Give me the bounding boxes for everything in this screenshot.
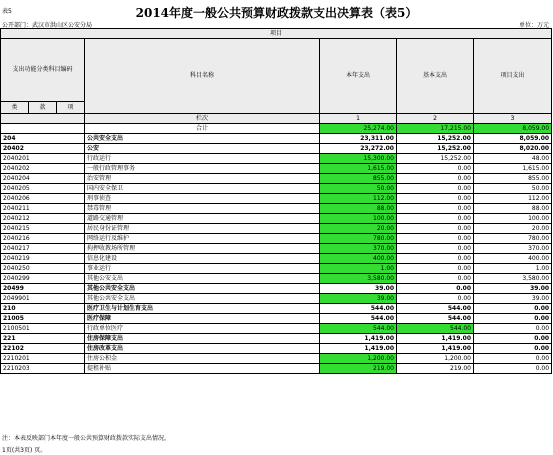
table-row (1, 214, 552, 224)
amount-cell-col3: 0.00 (474, 364, 552, 374)
subject-name-cell: 公共安全支出 (85, 134, 320, 144)
subject-code-cell: 20499 (1, 284, 85, 294)
table-row (1, 304, 552, 314)
header-col3: 项目支出 (474, 39, 552, 114)
amount-cell-col1: 3,580.00 (320, 274, 397, 284)
table-row (1, 144, 552, 154)
header-sub: 项 (57, 102, 85, 114)
amount-cell-col3: 0.00 (474, 344, 552, 354)
subject-name-cell: 其他公共安全支出 (85, 284, 320, 294)
header-col1: 本年支出 (320, 39, 397, 114)
subject-name-cell: 行政运行 (85, 154, 320, 164)
table-row (1, 194, 552, 204)
amount-cell-col2: 1,200.00 (397, 354, 474, 364)
header-project: 项目 (1, 29, 552, 39)
subject-code-cell: 22102 (1, 344, 85, 354)
subject-code-cell: 2040250 (1, 264, 85, 274)
subject-code-cell: 2210203 (1, 364, 85, 374)
rowno-2: 2 (397, 114, 474, 124)
subject-name-cell: 居民身份证管理 (85, 224, 320, 234)
amount-cell-col1: 1,615.00 (320, 164, 397, 174)
amount-cell-col3: 88.00 (474, 204, 552, 214)
table-row (1, 234, 552, 244)
amount-cell-col1: 544.00 (320, 314, 397, 324)
subject-name-cell: 禁毒管理 (85, 204, 320, 214)
subject-code-cell: 2040202 (1, 164, 85, 174)
table-row (1, 154, 552, 164)
subject-code-cell: 21005 (1, 314, 85, 324)
amount-cell-col3: 8,020.00 (474, 144, 552, 154)
amount-cell-col3: 0.00 (474, 334, 552, 344)
subject-name-cell: 刑事侦查 (85, 194, 320, 204)
subject-code-cell: 2040201 (1, 154, 85, 164)
amount-cell-col2: 0.00 (397, 214, 474, 224)
amount-cell-col3: 1,615.00 (474, 164, 552, 174)
table-row (1, 244, 552, 254)
table-row (1, 344, 552, 354)
subject-name-cell: 拘押收教场所管理 (85, 244, 320, 254)
amount-cell-col2: 0.00 (397, 194, 474, 204)
table-row (1, 174, 552, 184)
amount-cell-col1: 1.00 (320, 264, 397, 274)
amount-cell-col1: 855.00 (320, 174, 397, 184)
amount-cell-col1: 20.00 (320, 224, 397, 234)
amount-cell-col1: 1,200.00 (320, 354, 397, 364)
subject-name-cell: 信息化建设 (85, 254, 320, 264)
table-row (1, 364, 552, 374)
subject-code-cell: 2040212 (1, 214, 85, 224)
rowno-3: 3 (474, 114, 552, 124)
subject-name-cell: 提租补贴 (85, 364, 320, 374)
subject-name-cell: 其他公安支出 (85, 274, 320, 284)
amount-cell-col2: 544.00 (397, 324, 474, 334)
subject-code-cell: 2040216 (1, 234, 85, 244)
subject-name-cell: 行政单位医疗 (85, 324, 320, 334)
amount-cell-col2: 544.00 (397, 314, 474, 324)
amount-cell-col1: 1,419.00 (320, 334, 397, 344)
amount-cell-col2: 0.00 (397, 184, 474, 194)
amount-cell-col2: 0.00 (397, 174, 474, 184)
unit-label: 单位：万元 (518, 22, 549, 29)
subject-name-cell: 一般行政管理事务 (85, 164, 320, 174)
amount-cell-col3: 370.00 (474, 244, 552, 254)
subject-name-cell: 住房改革支出 (85, 344, 320, 354)
amount-cell-col2: 0.00 (397, 284, 474, 294)
amount-cell-col1: 780.00 (320, 234, 397, 244)
table-row (1, 284, 552, 294)
subject-code-cell: 2049901 (1, 294, 85, 304)
subject-code-cell: 210 (1, 304, 85, 314)
amount-cell-col1: 400.00 (320, 254, 397, 264)
amount-cell-col2: 0.00 (397, 204, 474, 214)
amount-cell-col1: 23,272.00 (320, 144, 397, 154)
amount-cell-col2: 219.00 (397, 364, 474, 374)
amount-cell-col3: 0.00 (474, 354, 552, 364)
amount-cell-col3: 855.00 (474, 174, 552, 184)
table-row (1, 324, 552, 334)
amount-cell-col1: 219.00 (320, 364, 397, 374)
subject-code-cell: 2040215 (1, 224, 85, 234)
total-col3: 8,059.00 (474, 124, 552, 134)
subject-code-cell: 221 (1, 334, 85, 344)
subject-name-cell: 网络运行及维护 (85, 234, 320, 244)
header-subject-name: 科目名称 (85, 39, 320, 114)
subject-name-cell: 其他公共安全支出 (85, 294, 320, 304)
total-label: 合计 (85, 124, 320, 134)
subject-name-cell: 事业运行 (85, 264, 320, 274)
amount-cell-col1: 15,300.00 (320, 154, 397, 164)
subject-code-cell: 2040206 (1, 194, 85, 204)
header-col2: 基本支出 (397, 39, 474, 114)
table-row (1, 134, 552, 144)
total-col1: 25,274.00 (320, 124, 397, 134)
amount-cell-col1: 50.00 (320, 184, 397, 194)
header-subject-code: 支出功能分类科目编码 (1, 39, 85, 102)
header-kind: 类 (1, 102, 29, 114)
amount-cell-col2: 0.00 (397, 274, 474, 284)
amount-cell-col1: 544.00 (320, 304, 397, 314)
header-item: 款 (29, 102, 57, 114)
amount-cell-col2: 0.00 (397, 264, 474, 274)
subject-code-cell: 2040217 (1, 244, 85, 254)
amount-cell-col1: 100.00 (320, 214, 397, 224)
subject-code-cell: 2210201 (1, 354, 85, 364)
amount-cell-col2: 0.00 (397, 294, 474, 304)
subject-code-cell: 2040299 (1, 274, 85, 284)
amount-cell-col3: 0.00 (474, 304, 552, 314)
table-row (1, 314, 552, 324)
subject-name-cell: 国内安全保卫 (85, 184, 320, 194)
department-label: 公开部门：武汉市洪山区公安分局 (2, 22, 93, 29)
subject-name-cell: 住房保障支出 (85, 334, 320, 344)
amount-cell-col2: 15,252.00 (397, 134, 474, 144)
page-count-note: 1页(共3页) 页。 (2, 447, 47, 454)
amount-cell-col1: 88.00 (320, 204, 397, 214)
subject-code-cell: 2040205 (1, 184, 85, 194)
amount-cell-col3: 50.00 (474, 184, 552, 194)
subject-name-cell: 道路交通管理 (85, 214, 320, 224)
page-title: 2014年度一般公共预算财政拨款支出决算表（表5） (135, 6, 418, 20)
amount-cell-col3: 20.00 (474, 224, 552, 234)
table-row (1, 264, 552, 274)
subject-code-cell: 2100501 (1, 324, 85, 334)
amount-cell-col2: 15,252.00 (397, 154, 474, 164)
subject-name-cell: 医疗保障 (85, 314, 320, 324)
rowno-label: 栏次 (85, 114, 320, 124)
table-row (1, 274, 552, 284)
amount-cell-col2: 0.00 (397, 244, 474, 254)
table-row (1, 254, 552, 264)
subject-name-cell: 治安管理 (85, 174, 320, 184)
amount-cell-col1: 23,311.00 (320, 134, 397, 144)
footnote: 注：本表反映部门本年度一般公共预算财政拨款实际支出情况。 (2, 435, 171, 442)
amount-cell-col3: 1.00 (474, 264, 552, 274)
amount-cell-col1: 370.00 (320, 244, 397, 254)
report-table (0, 28, 552, 374)
amount-cell-col3: 48.00 (474, 154, 552, 164)
amount-cell-col1: 112.00 (320, 194, 397, 204)
subject-code-cell: 2040211 (1, 204, 85, 214)
table-row (1, 294, 552, 304)
total-col2: 17,215.00 (397, 124, 474, 134)
amount-cell-col3: 0.00 (474, 324, 552, 334)
amount-cell-col1: 39.00 (320, 284, 397, 294)
amount-cell-col2: 544.00 (397, 304, 474, 314)
subject-code-cell: 20402 (1, 144, 85, 154)
amount-cell-col2: 0.00 (397, 164, 474, 174)
amount-cell-col3: 780.00 (474, 234, 552, 244)
subject-name-cell: 公安 (85, 144, 320, 154)
subject-name-cell: 住房公积金 (85, 354, 320, 364)
table-row (1, 164, 552, 174)
table-row (1, 204, 552, 214)
amount-cell-col3: 112.00 (474, 194, 552, 204)
amount-cell-col3: 3,580.00 (474, 274, 552, 284)
subject-code-cell: 204 (1, 134, 85, 144)
amount-cell-col3: 0.00 (474, 314, 552, 324)
table-row (1, 184, 552, 194)
subject-name-cell: 医疗卫生与计划生育支出 (85, 304, 320, 314)
amount-cell-col1: 544.00 (320, 324, 397, 334)
amount-cell-col2: 0.00 (397, 254, 474, 264)
table-row (1, 224, 552, 234)
amount-cell-col3: 100.00 (474, 214, 552, 224)
amount-cell-col2: 1,419.00 (397, 334, 474, 344)
subject-code-cell: 2040204 (1, 174, 85, 184)
page-label: 表5 (2, 8, 12, 15)
amount-cell-col3: 400.00 (474, 254, 552, 264)
table-row (1, 354, 552, 364)
amount-cell-col2: 15,252.00 (397, 144, 474, 154)
amount-cell-col2: 1,419.00 (397, 344, 474, 354)
amount-cell-col1: 1,419.00 (320, 344, 397, 354)
amount-cell-col1: 39.00 (320, 294, 397, 304)
amount-cell-col3: 39.00 (474, 294, 552, 304)
subject-code-cell: 2040219 (1, 254, 85, 264)
amount-cell-col3: 39.00 (474, 284, 552, 294)
amount-cell-col2: 0.00 (397, 234, 474, 244)
rowno-1: 1 (320, 114, 397, 124)
amount-cell-col3: 8,059.00 (474, 134, 552, 144)
table-row (1, 334, 552, 344)
amount-cell-col2: 0.00 (397, 224, 474, 234)
